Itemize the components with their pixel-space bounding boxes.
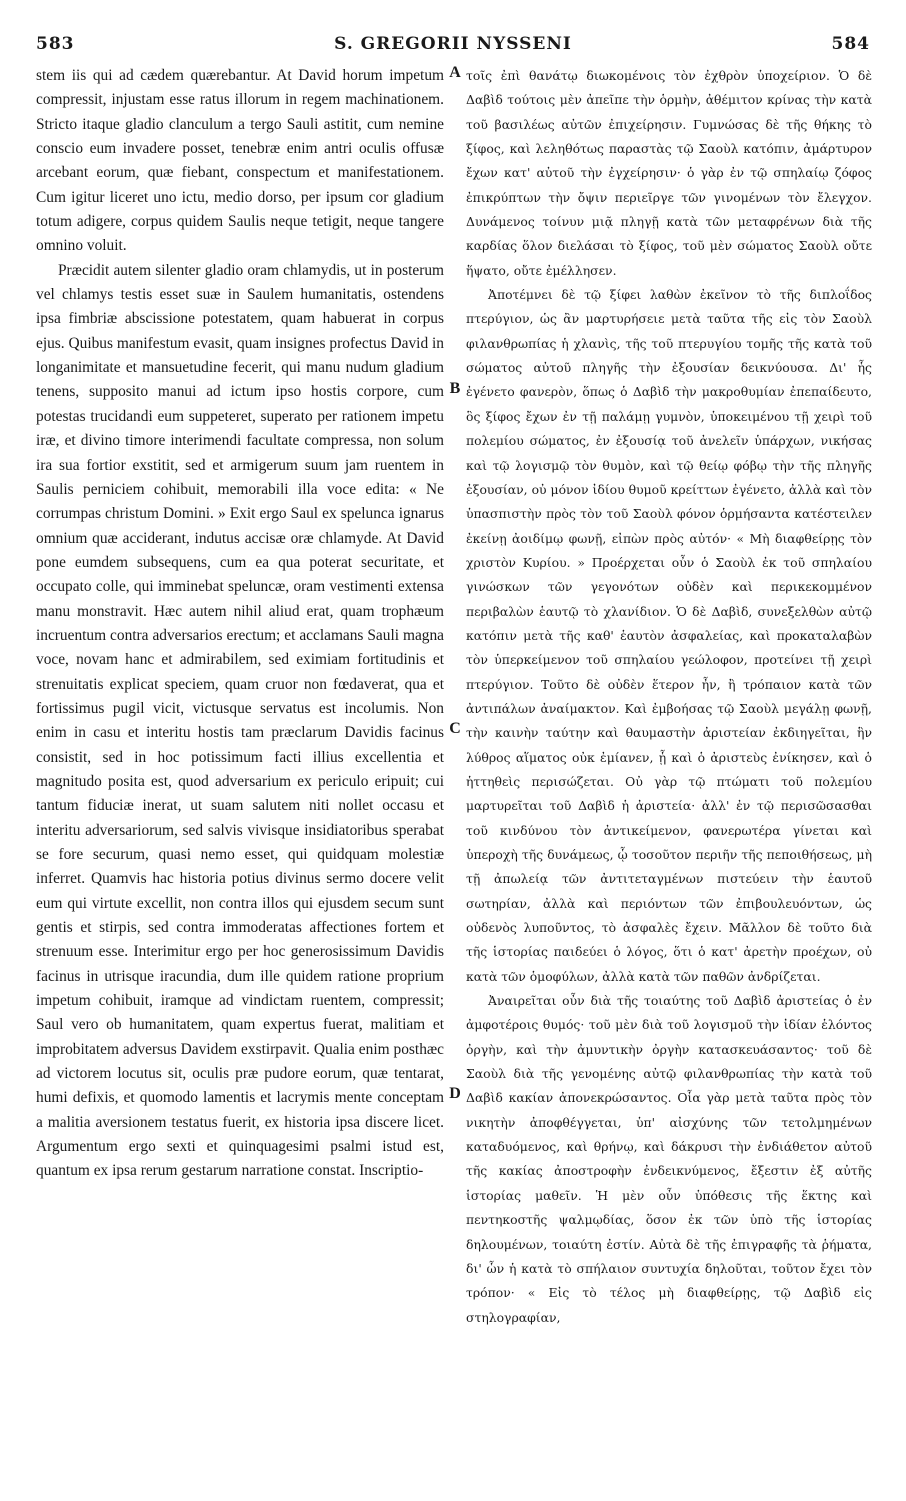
latin-column [36, 64, 444, 1184]
greek-paragraph-3: Ἀναιρεῖται οὖν διὰ τῆς τοιαύτης τοῦ Δαβὶδ ἀριστείας ὁ ἐν ἀμφοτέροις θυμός· τοῦ μὲν διὰ τοῦ λογισμοῦ τὴν ἰδίαν ἑλόντος ὀργὴν, καὶ τὴν ἀμυντικὴν ὀργὴν κατασκευάσαντος· τοῦ δὲ Σαοὺλ διὰ τῆς γενομένης αὐτῷ φιλανθρωπίας τὴν κατὰ τοῦ Δαβὶδ κακίαν ἀπονεκρώσαντος. Οἷα γὰρ μετὰ ταῦτα πρὸς τὸν νικητὴν ἀποφθέγγεται, ὑπ' αἰσχύνης τῶν τετολμημένων καταδυόμενος, καὶ θρήνῳ, καὶ δάκρυσι τὴν ἐνδιάθετον αὐτοῦ τῆς κακίας ἀποστροφὴν ἐνδεικνύμενος, ἔξεστιν ἐξ αὐτῆς ἱστορίας μαθεῖν. Ἡ μὲν οὖν ὑπόθεσις τῆς ἕκτης καὶ πεντηκοστῆς ψαλμῳδίας, ὅσον ἐκ τῶν ὑπὸ τῆς ἱστορίας δηλουμένων, τοιαύτη ἐστίν. Αὐτὰ δὲ τῆς ἐπιγραφῆς τὰ ῥήματα, δι' ὧν ἡ κατὰ τὸ σπήλαιον συντυχία δηλοῦται, τοῦτον ἔχει τὸν τρόπον· « Εἰς τὸ τέλος μὴ διαφθείρῃς, τῷ Δαβὶδ εἰς στηλογραφίαν, [466, 993, 872, 1325]
greek-column [466, 64, 872, 1330]
section-marker-a: A [449, 64, 461, 81]
page-number-right: 584 [831, 34, 870, 54]
latin-paragraph-1: stem iis qui ad cædem quærebantur. At David horum impetum compressit, injustam esse ratus illorum in regem machinationem. Stricto itaque gladio clanculum a tergo Sauli astitit, cum nemine conscio eum invadere posset, tenebræ enim antri oculis offusæ arcebant eorum, quæ fiebant, conspectum et manifestationem. Cum igitur liceret uno ictu, medio dorso, per ipsum cor gladium totum adigere, corpus quidem Saulis neque tetigit, neque tangere omnino voluit. [36, 67, 444, 255]
section-marker-c: C [449, 720, 461, 737]
section-marker-d: D [449, 1085, 461, 1102]
running-title: S. GREGORII NYSSENI [334, 34, 572, 54]
latin-paragraph-2: Præcidit autem silenter gladio oram chlamydis, ut in posterum vel chlamys testis esset suæ in Saulem humanitatis, ostendens ipsa fimbriæ abscissione potestatem, quam habuerat in corpus ejus. Quibus manifestum evasit, quam insignes profectus David in longanimitate et mansuetudine fecerit, qui manu nudum gladium tenens, supposito manui ad ictum ipso hostis corpore, cum potestas trucidandi eum suppeteret, superato per rationem impetu iræ, et divino timore interimendi facultate compressa, non solum ira sua fortior exstitit, sed et armigerum suum jam ruentem in Saulis perniciem cohibuit, memorabili illa voce edita: « Ne corrumpas christum Domini. » Exit ergo Saul ex spelunca ignarus omnium quæ acciderant, indutus accisæ oræ chlamyde. At David pone eumdem subsequens, cum ea qua poterat securitate, et occupato colle, qui imminebat speluncæ, oram vestimenti extensa manu monstravit. Hæc autem nihil aliud erat, quam trophæum incruentum contra adversarios erectum; et acclamans Sauli magna voce, novam hanc et admirabilem, sed eximiam fortitudinis et strenuitatis explicat speciem, quam cruor non fœdaverat, qua et fortissimus pugil vicit, victusque servatus est incolumis. Non enim in casu et interitu hostis tam præclarum Davidis facinus consistit, sed in hoc potissimum facti illius excellentia et magnitudo posita est, quod adversarium ex periculo eripuit; cui tantum fiduciæ inerat, ut suam salutem niti nollet occasu et interitu adversariorum, sed salvis vivisque insidiatoribus sperabat se fore securum, quasi nemo esset, qui quidquam molestiæ inferret. Quamvis hac historia potius divinus sermo docere velit eum qui virtute excellit, non contra illos qui ejusdem secum sunt gentis et stirpis, sed contra immoderatas affectiones fortem et strenuum esse. Interimitur ergo per hoc generosissimum Davidis facinus in utrisque iracundia, dum ille quidem ratione proprium impetum cohibuit, iramque ad vindictam ruentem, compressit; Saul vero ob humanitatem, quam expertus fuerat, malitiam et improbitatem adversus Davidem exstirpavit. Qualia enim posthæc ad victorem locutus sit, oculis præ pudore eorum, quæ tentarat, humi defixis, et quomodo lamentis et lacrymis mente conceptam a malitia aversionem testatus fuerit, ex historia ipsa discere licet. Argumentum ergo sexti et quinquagesimi psalmi istud est, quantum ex ipsa rerum gestarum narratione constat. Inscriptio- [36, 261, 444, 1180]
running-header [36, 34, 870, 62]
page-number-left: 583 [36, 34, 75, 54]
greek-paragraph-2: Ἀποτέμνει δὲ τῷ ξίφει λαθὼν ἐκεῖνον τὸ τῆς διπλοΐδος πτερύγιον, ὡς ἂν μαρτυρήσειε μετὰ ταῦτα τῆς εἰς τὸν Σαοὺλ φιλανθρωπίας ἡ χλανὶς, τῆς τοῦ πτερυγίου τομῆς τῆς κατὰ τοῦ σώματος αὐτοῦ πληγῆς τὴν ἐξουσίαν δεικνύουσα. Δι' ἧς ἐγένετο φανερὸν, ὅπως ὁ Δαβὶδ τὴν μακροθυμίαν ἐπεπαίδευτο, ὃς ξίφος ἔχων ἐν τῇ παλάμῃ γυμνὸν, ὑποκειμένου τῇ χειρὶ τοῦ πολεμίου σώματος, ἐν ἐξουσίᾳ τοῦ ἀνελεῖν ὑπάρχων, νικήσας καὶ τῷ λογισμῷ τὸν θυμὸν, καὶ τῷ θείῳ φόβῳ τὴν τῆς πληγῆς ἐξουσίαν, οὐ μόνον ἰδίου θυμοῦ κρείττων ἐγένετο, ἀλλὰ καὶ τὸν ὑπασπιστὴν πρὸς τὸν τοῦ Σαοὺλ φόνον ὁρμήσαντα κατέστειλεν ἐκείνῃ ἀοιδίμῳ φωνῇ, εἰπὼν πρὸς αὐτόν· « Μὴ διαφθείρῃς τὸν χριστὸν Κυρίου. » Προέρχεται οὖν ὁ Σαοὺλ ἐκ τοῦ σπηλαίου γινώσκων τῶν γεγονότων οὐδὲν καὶ περικεκομμένον περιβαλὼν ἑαυτῷ τὸ χλανίδιον. Ὁ δὲ Δαβὶδ, συνεξελθὼν αὐτῷ κατόπιν μετὰ τῆς καθ' ἑαυτὸν ἀσφαλείας, καὶ προκαταλαβὼν τὸν ὑπερκείμενον τοῦ σπηλαίου γεώλοφον, προτείνει τῇ χειρὶ πτερύγιον. Τοῦτο δὲ οὐδὲν ἕτερον ἦν, ἢ τρόπαιον κατὰ τῶν ἀντιπάλων ἀναίμακτον. Καὶ ἐμβοήσας τῷ Σαοὺλ μεγάλῃ φωνῇ, τὴν καινὴν ταύτην καὶ θαυμαστὴν ἀριστείαν ἐκδιηγεῖται, ἣν λύθρος αἵματος οὐκ ἐμίανεν, ᾗ καὶ ὁ ἀριστεὺς ἐνίκησεν, καὶ ὁ ἡττηθεὶς περισώζεται. Οὐ γὰρ τῷ πτώματι τοῦ πολεμίου μαρτυρεῖται τοῦ Δαβὶδ ἡ ἀριστεία· ἀλλ' ἐν τῷ περισῶσασθαι τοῦ κινδύνου τὸν ἀντικείμενον, φανερωτέρα γίνεται καὶ ὑπεροχὴ τῆς δυνάμεως, ᾧ τοσοῦτον περιῆν τῆς πεποιθήσεως, μὴ τῇ ἀπωλείᾳ τῶν ἀντιτεταγμένων πιστεύειν τὴν ἑαυτοῦ σωτηρίαν, ἀλλὰ καὶ περιόντων τῶν ἐπιβουλευόντων, ὡς οὐδενὸς λυποῦντος, τὸ ἀσφαλὲς ἔχειν. Μᾶλλον δὲ τοῦτο διὰ τῆς ἱστορίας παιδεύει ὁ λόγος, ὅτι ὁ κατ' ἀρετὴν προέχων, οὐ κατὰ τῶν ὁμοφύλων, ἀλλὰ κατὰ τῶν παθῶν ἀνδρίζεται. [466, 287, 872, 984]
greek-paragraph-1: τοῖς ἐπὶ θανάτῳ διωκομένοις τὸν ἐχθρὸν ὑποχείριον. Ὁ δὲ Δαβὶδ τούτοις μὲν ἀπεῖπε τὴν ὁρμὴν, ἀθέμιτον κρίνας τὴν κατὰ τοῦ βασιλέως αὐτῶν ἐπιχείρησιν. Γυμνώσας δὲ τῆς θήκης τὸ ξίφος, καὶ λεληθότως παραστὰς τῷ Σαοὺλ κατόπιν, ἀμάρτυρον ἔχων κατ' αὐτοῦ τὴν ἐγχείρησιν· ὁ γὰρ ἐν τῷ σπηλαίῳ ζόφος ἐπικρύπτων τὴν ὄψιν περιεῖργε τῶν γινομένων τὸν ἔλεγχον. Δυνάμενος τοίνυν μιᾷ πληγῇ κατὰ τῶν μεταφρένων διὰ τῆς καρδίας ὅλον διελάσαι τὸ ξίφος, τοῦ μὲν σώματος Σαοὺλ οὔτε ἥψατο, οὔτε ἐμέλλησεν. [466, 68, 872, 278]
section-marker-b: B [449, 380, 461, 397]
